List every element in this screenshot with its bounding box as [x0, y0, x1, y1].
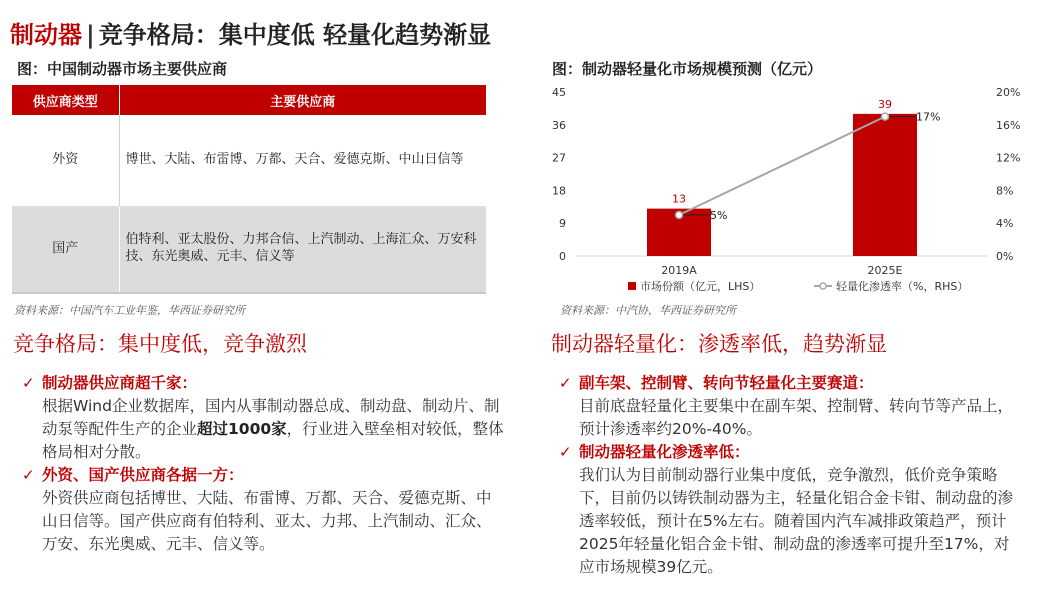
table-bottom-rule: [12, 292, 486, 294]
left-section-title: 竞争格局：集中度低，竞争激烈: [13, 332, 307, 356]
supplier-table: [12, 85, 486, 292]
bullet-heading: 副车架、控制臂、转向节轻量化主要赛道：: [579, 374, 874, 392]
legend-bar-swatch: [628, 282, 636, 290]
y-right-tick-label: 20%: [996, 86, 1021, 99]
table-header-row: [12, 85, 486, 115]
y-left-tick-label: 27: [552, 151, 566, 165]
bar-value-label: 13: [672, 192, 686, 206]
line-point-2019A: [676, 212, 683, 219]
y-left-tick-label: 9: [559, 217, 566, 231]
bullet-body: 目前底盘轻量化主要集中在副车架、控制臂、转向节等产品上，预计渗透率约20%-40%。: [579, 397, 1014, 438]
y-right-tick-label: 4%: [996, 217, 1014, 231]
page-title-text: 竞争格局：集中度低 轻量化趋势渐显: [98, 21, 492, 49]
check-icon: ✓: [559, 374, 572, 392]
page-title: [10, 15, 491, 50]
market-size-chart: [548, 84, 1028, 296]
left-bullet-list: [22, 372, 506, 556]
right-bullet-list: [559, 372, 1023, 579]
bullet-body: 我们认为目前制动器行业集中度低，竞争激烈，低价竞争策略下，目前仍以铸铁制动器为主，轻量化铝合金卡钳、制动盘的渗透率较低，预计在5%左右。随着国内汽车减排政策趋严，预计2025年轻量化铝合金卡钳、制动盘的渗透率可提升至17%，对应市场规模39亿元。: [579, 466, 1014, 576]
bullet-heading: 制动器轻量化渗透率低：: [579, 443, 750, 461]
check-icon: ✓: [22, 466, 35, 484]
table-cell-type: 外资: [12, 115, 119, 206]
table-header-type: 供应商类型: [12, 85, 119, 115]
y-left-tick-label: 45: [552, 86, 566, 99]
table-header-suppliers: 主要供应商: [119, 85, 486, 115]
bullet-item: [22, 372, 506, 464]
page-title-highlight: 制动器: [10, 21, 82, 49]
bullet-item: [559, 372, 1023, 441]
bullet-item: [559, 441, 1023, 579]
chart-source: 资料来源：中汽协，华西证券研究所: [560, 304, 736, 317]
bar-value-label: 39: [878, 97, 892, 111]
line-value-label: 5%: [710, 209, 728, 222]
bullet-text: 根据Wind企业数据库，国内从事制动器总成、制动盘、制动片、制动泵等配件生产的企业: [42, 397, 500, 438]
y-right-tick-label: 16%: [996, 118, 1021, 132]
bullet-heading: 制动器供应商超千家：: [42, 374, 198, 392]
bullet-text: ，行业进入壁垒相对较低，整体格局相对分散。: [42, 420, 504, 461]
table-title: 图：中国制动器市场主要供应商: [17, 60, 228, 78]
bullet-body: 外资供应商包括博世、大陆、布雷博、万都、天合、爱德克斯、中山日信等。国产供应商有伯特利、亚太、力邦、上汽制动、汇众、万安、东光奥威、元丰、信义等。: [42, 489, 492, 553]
line-value-label: 17%: [916, 110, 941, 124]
bar-2025E: [853, 114, 917, 256]
legend-line-label: 轻量化渗透率（%，RHS）: [836, 280, 969, 293]
table-row: [12, 115, 486, 206]
check-icon: ✓: [559, 443, 572, 461]
y-left-tick-label: 18: [552, 184, 566, 198]
legend-bar-label: 市场份额（亿元，LHS）: [640, 280, 761, 293]
bullet-item: [22, 464, 506, 556]
table-source: 资料来源：中国汽车工业年鉴，华西证券研究所: [14, 304, 245, 317]
page-title-separator: |: [86, 21, 95, 49]
y-right-tick-label: 0%: [996, 250, 1014, 263]
chart-title: 图：制动器轻量化市场规模预测（亿元）: [552, 60, 823, 78]
table-cell-suppliers: 伯特利、亚太股份、力邦合信、上汽制动、上海汇众、万安科技、东光奥威、元丰、信义等: [119, 206, 486, 292]
y-right-tick-label: 8%: [996, 184, 1014, 198]
table-cell-type: 国产: [12, 206, 119, 292]
y-left-tick-label: 36: [552, 118, 566, 132]
check-icon: ✓: [22, 374, 35, 392]
line-point-2025E: [882, 113, 889, 120]
table-cell-suppliers: 博世、大陆、布雷博、万都、天合、爱德克斯、中山日信等: [119, 115, 486, 206]
legend-line-marker: [820, 283, 826, 289]
bullet-body: [42, 395, 506, 464]
table-row: [12, 206, 486, 292]
x-tick-label: 2019A: [661, 264, 697, 277]
bullet-heading: 外资、国产供应商各据一方：: [42, 466, 244, 484]
right-section-title: 制动器轻量化：渗透率低，趋势渐显: [551, 332, 887, 356]
y-left-tick-label: 0: [559, 250, 566, 263]
bullet-text-bold: 超过1000家: [197, 420, 287, 438]
x-tick-label: 2025E: [867, 264, 903, 277]
y-right-tick-label: 12%: [996, 151, 1021, 165]
